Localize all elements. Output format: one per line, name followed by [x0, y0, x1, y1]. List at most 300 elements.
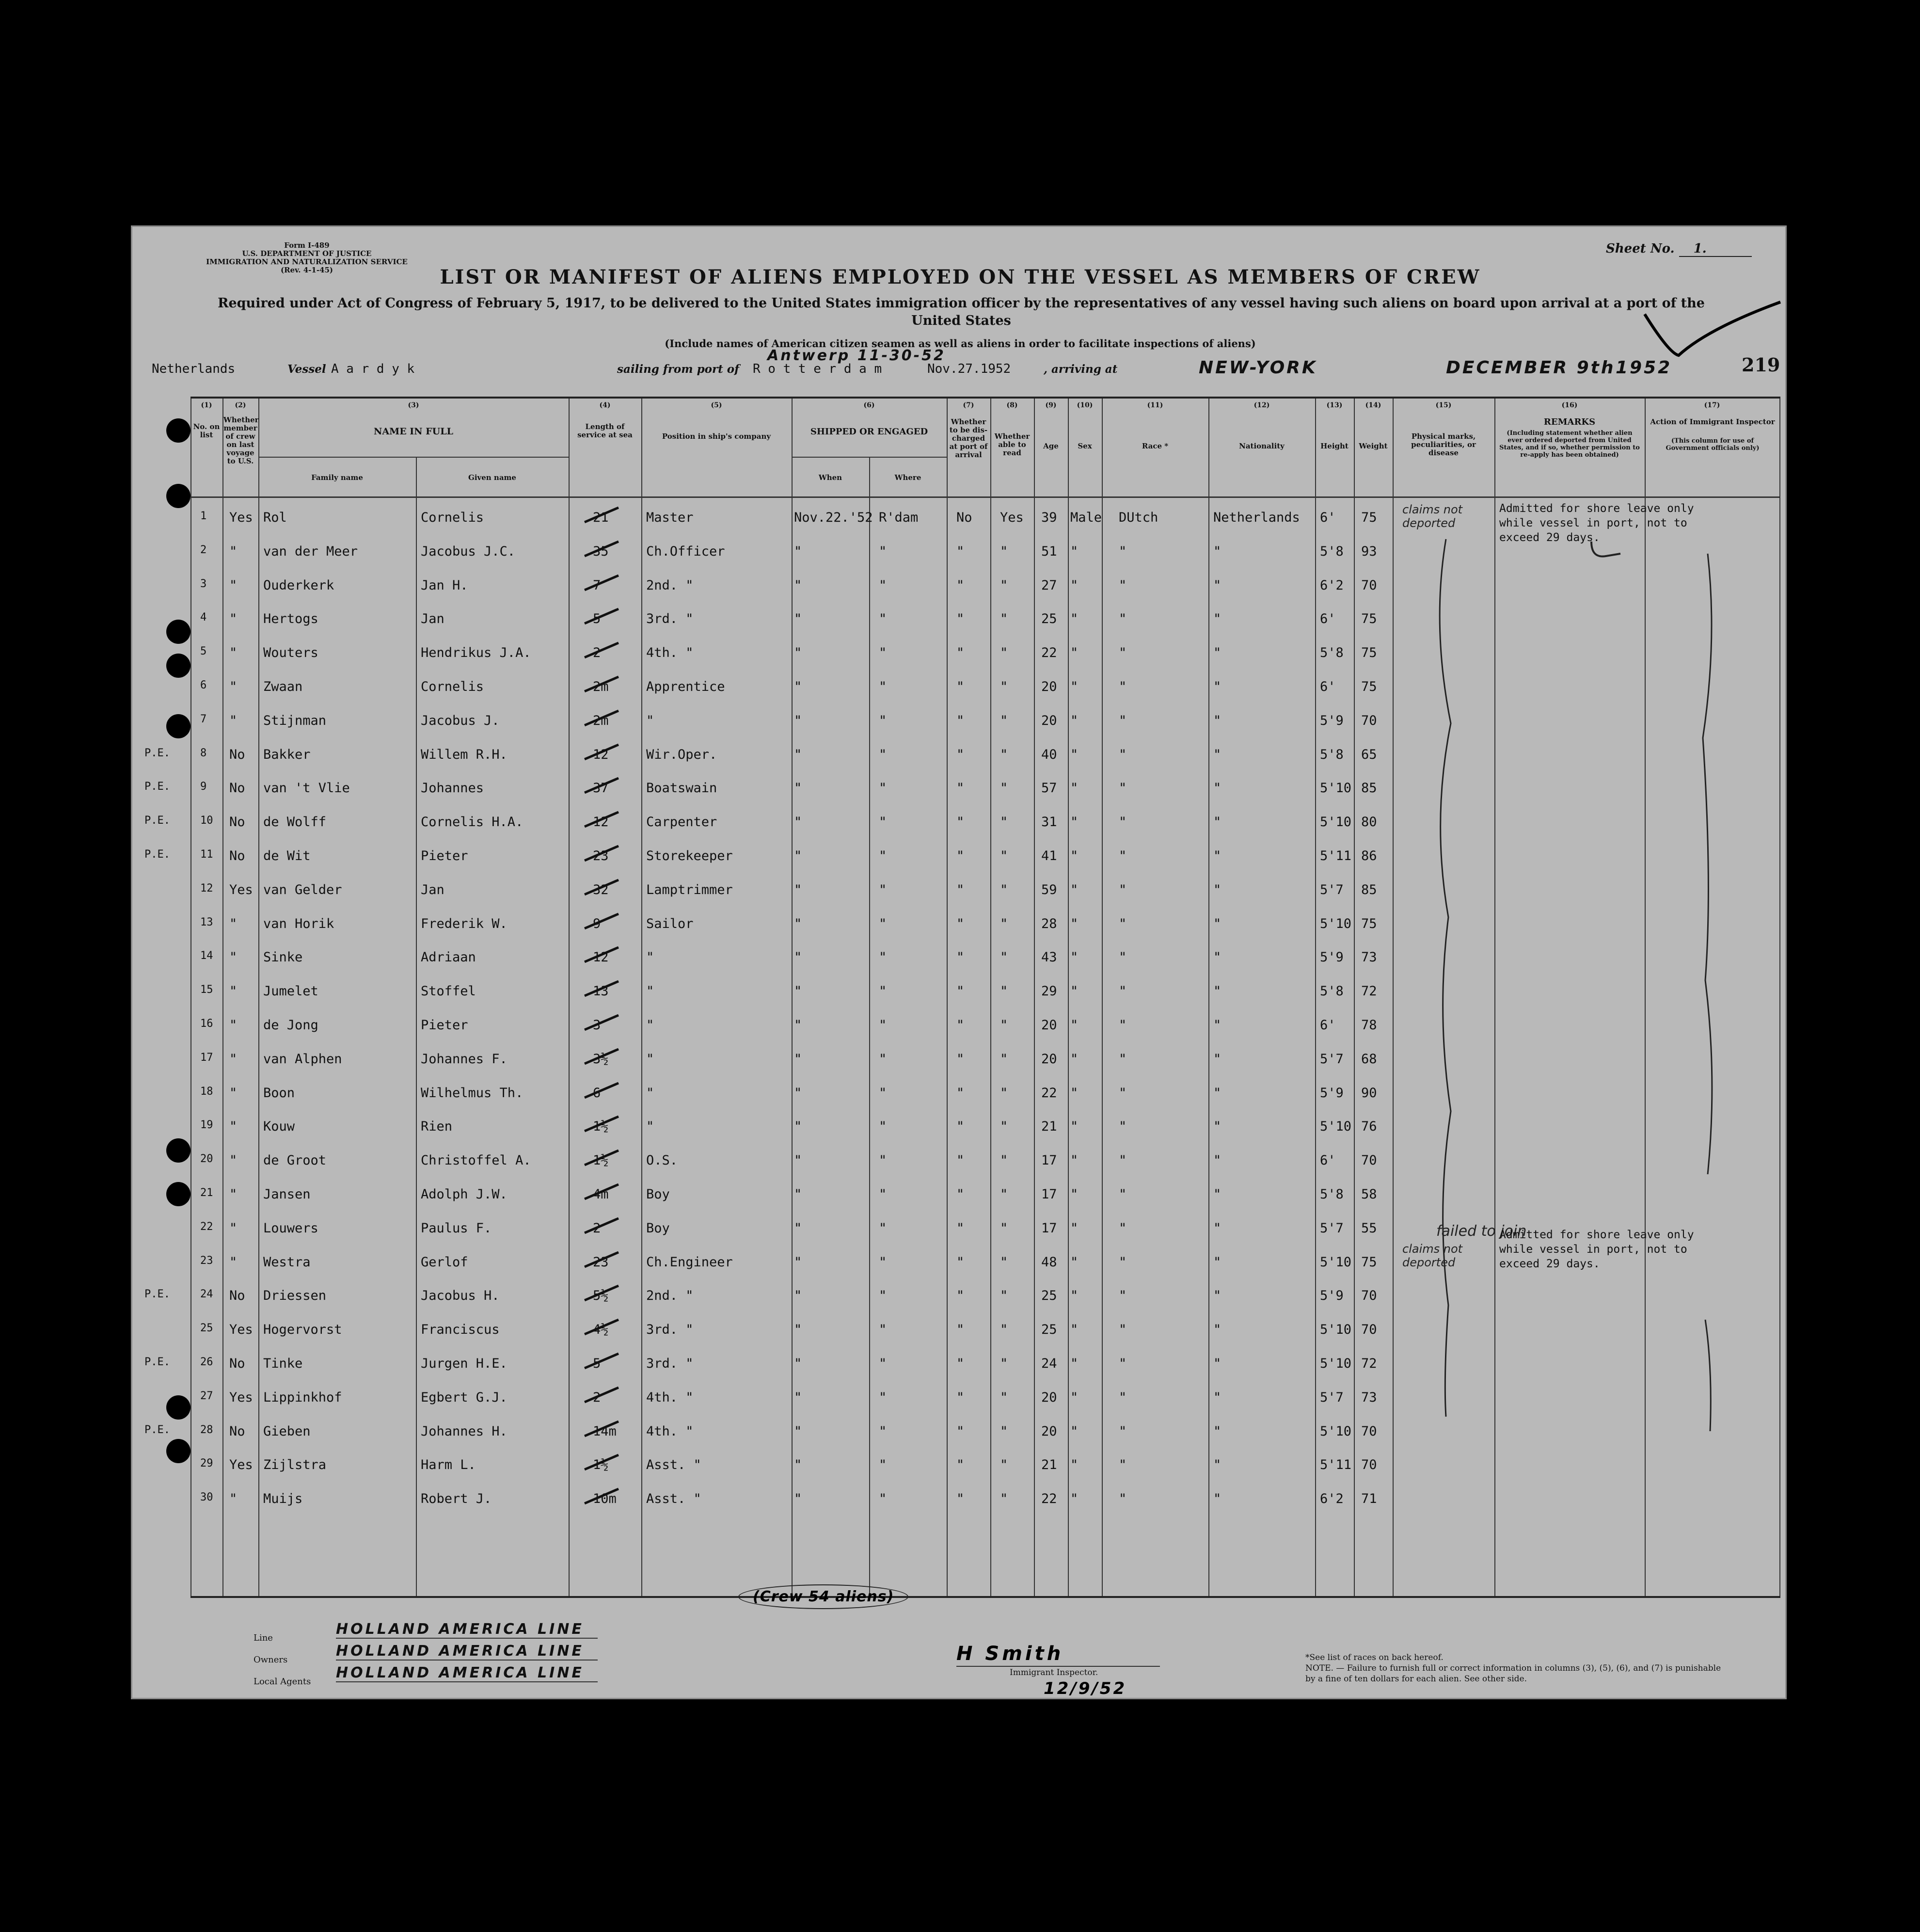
cell-last-voyage: Yes [229, 1322, 253, 1338]
tick-mark-icon [582, 742, 621, 762]
cell-service-length: 6 [593, 1085, 601, 1101]
column-header-last-voyage: Whether member of crew on last voyage to U.S. [223, 415, 259, 465]
cell-family-name: Bakker [263, 747, 311, 762]
sailing-label: sailing from port of [617, 363, 739, 376]
cell-race: " [1119, 1491, 1127, 1507]
cell-age: 39 [1041, 510, 1057, 525]
cell-discharged: " [956, 1356, 965, 1371]
cell-race: " [1119, 645, 1127, 661]
cell-shipped-where: " [879, 1051, 887, 1067]
cell-discharged: " [956, 848, 965, 863]
cell-family-name: Zwaan [263, 679, 303, 694]
cell-discharged: " [956, 645, 965, 661]
cell-given-name: Jacobus J. [421, 713, 500, 728]
cell-age: 40 [1041, 747, 1057, 762]
cell-discharged: " [956, 611, 965, 627]
cell-family-name: de Wolff [263, 814, 327, 830]
cell-shipped-where: " [879, 814, 887, 830]
cell-shipped-when: " [794, 848, 802, 863]
cell-given-name: Cornelis [421, 510, 484, 525]
column-header-name: NAME IN FULL [374, 426, 453, 437]
cell-service-length: 35 [593, 543, 609, 559]
cell-row-number: 8 [200, 747, 207, 759]
column-number: (10) [1077, 401, 1093, 409]
cell-nationality: " [1213, 1018, 1222, 1033]
cell-weight: 71 [1361, 1491, 1377, 1507]
cell-height: 5'8 [1320, 747, 1344, 762]
tick-mark-icon [582, 1317, 621, 1337]
column-number: (7) [963, 401, 974, 409]
column-header-nationality: Nationality [1239, 442, 1285, 450]
table-row [190, 1449, 1780, 1482]
table-row [190, 671, 1780, 703]
column-header-physical-marks: Physical marks, peculiarities, or disease [1411, 432, 1476, 457]
cell-row-number: 15 [200, 984, 213, 996]
table-row [144, 840, 1780, 873]
column-header-read: Whether able to read [994, 432, 1030, 457]
cell-position: Asst. " [646, 1491, 701, 1507]
cell-sex: " [1070, 1322, 1079, 1338]
cell-last-voyage: No [229, 781, 245, 796]
column-header-discharged: Whether to be dis-charged at port of arrival [949, 417, 988, 459]
cell-weight: 68 [1361, 1051, 1377, 1067]
cell-service-length: 5 [593, 611, 601, 627]
cell-sex: " [1070, 1220, 1079, 1236]
cell-age: 59 [1041, 882, 1057, 897]
cell-weight: 75 [1361, 510, 1377, 525]
tick-mark-icon [582, 505, 621, 525]
cell-row-number: 5 [200, 645, 207, 658]
cell-given-name: Johannes [421, 781, 484, 796]
tick-mark-icon [582, 1148, 621, 1167]
cell-sex: " [1070, 679, 1079, 694]
cell-shipped-when: " [794, 1119, 802, 1134]
cell-race: " [1119, 1254, 1127, 1270]
cell-age: 48 [1041, 1254, 1057, 1270]
manifest-note: (Include names of American citizen seamen as well as aliens in order to facilitate inspections of aliens) [665, 337, 1256, 350]
column-number: (3) [408, 401, 419, 409]
cell-family-name: van Horik [263, 916, 334, 931]
cell-row-number: 14 [200, 950, 213, 962]
cell-nationality: " [1213, 1288, 1222, 1304]
cell-nationality: " [1213, 848, 1222, 863]
cell-discharged: " [956, 679, 965, 694]
cell-service-length: 2m [593, 713, 609, 728]
inspector-signature: H Smith [956, 1643, 1064, 1665]
departure-port: R o t t e r d a m [753, 362, 882, 376]
cell-height: 5'9 [1320, 1288, 1344, 1304]
cell-shipped-where: " [879, 747, 887, 762]
cell-family-name: Driessen [263, 1288, 327, 1304]
cell-shipped-when: " [794, 916, 802, 931]
cell-shipped-where: " [879, 1457, 887, 1473]
cell-age: 28 [1041, 916, 1057, 931]
table-row [144, 1347, 1780, 1380]
table-row [190, 569, 1780, 602]
cell-nationality: " [1213, 1254, 1222, 1270]
cell-row-number: 13 [200, 916, 213, 928]
cell-weight: 76 [1361, 1119, 1377, 1134]
cell-weight: 70 [1361, 713, 1377, 728]
cell-sex: " [1070, 1356, 1079, 1371]
cell-last-voyage: No [229, 1356, 245, 1371]
column-number: (8) [1006, 401, 1018, 409]
tick-mark-icon [582, 1419, 621, 1438]
cell-given-name: Christoffel A. [421, 1153, 531, 1168]
cell-weight: 70 [1361, 1322, 1377, 1338]
cell-age: 20 [1041, 713, 1057, 728]
cell-nationality: " [1213, 1220, 1222, 1236]
cell-shipped-when: " [794, 645, 802, 661]
cell-last-voyage: " [229, 916, 238, 931]
punch-hole-mark [166, 484, 190, 508]
cell-last-voyage: " [229, 1153, 238, 1168]
cell-service-length: 5 [593, 1356, 601, 1371]
tick-mark-icon [582, 810, 621, 829]
cell-able-to-read: " [1000, 713, 1008, 728]
cell-last-voyage: " [229, 645, 238, 661]
cell-race: " [1119, 747, 1127, 762]
cell-position: Storekeeper [646, 848, 733, 863]
cell-shipped-when: " [794, 713, 802, 728]
cell-last-voyage: " [229, 1187, 238, 1202]
cell-family-name: Muijs [263, 1491, 303, 1507]
cell-position: Boy [646, 1187, 670, 1202]
cell-position: " [646, 713, 654, 728]
cell-row-number: 20 [200, 1153, 213, 1166]
cell-service-length: 13 [593, 984, 609, 999]
cell-service-length: 23 [593, 848, 609, 863]
cell-discharged: " [956, 1119, 965, 1134]
cell-family-name: Louwers [263, 1220, 318, 1236]
cell-given-name: Pieter [421, 1018, 468, 1033]
cell-given-name: Egbert G.J. [421, 1389, 508, 1405]
cell-weight: 75 [1361, 611, 1377, 627]
manifest-footer [132, 1588, 1788, 1698]
cell-weight: 86 [1361, 848, 1377, 863]
cell-sex: Male [1070, 510, 1102, 525]
cell-given-name: Gerlof [421, 1254, 468, 1270]
cell-shipped-where: " [879, 1220, 887, 1236]
cell-service-length: 37 [593, 781, 609, 796]
cell-pe-mark: P.E. [144, 1423, 170, 1436]
cell-shipped-when: " [794, 781, 802, 796]
cell-position: 4th. " [646, 645, 694, 661]
cell-sex: " [1070, 1288, 1079, 1304]
tick-mark-icon [582, 1216, 621, 1235]
cell-race: " [1119, 1220, 1127, 1236]
cell-position: Sailor [646, 916, 694, 931]
cell-given-name: Frederik W. [421, 916, 508, 931]
cell-row-number: 4 [200, 611, 207, 624]
cell-last-voyage: " [229, 1051, 238, 1067]
column-number: (9) [1045, 401, 1057, 409]
cell-age: 22 [1041, 1085, 1057, 1101]
cell-weight: 65 [1361, 747, 1377, 762]
cell-sex: " [1070, 645, 1079, 661]
arrival-year: 1952 [1616, 358, 1672, 378]
footer-line-label: Line [254, 1633, 273, 1643]
cell-able-to-read: " [1000, 1457, 1008, 1473]
column-header-given-name: Given name [468, 473, 516, 482]
cell-position: 3rd. " [646, 611, 694, 627]
cell-given-name: Harm L. [421, 1457, 476, 1473]
table-row [190, 1313, 1780, 1346]
footer-owners-value: HOLLAND AMERICA LINE [336, 1643, 598, 1661]
column-number: (2) [235, 401, 246, 409]
cell-last-voyage: " [229, 984, 238, 999]
footer-race-note: *See list of races on back hereof. [1305, 1653, 1444, 1662]
cell-row-number: 22 [200, 1220, 213, 1233]
cell-age: 22 [1041, 645, 1057, 661]
cell-able-to-read: " [1000, 1356, 1008, 1371]
cell-family-name: de Groot [263, 1153, 327, 1168]
cell-sex: " [1070, 1085, 1079, 1101]
arrival-port: NEW-YORK [1199, 358, 1317, 378]
cell-nationality: " [1213, 1051, 1222, 1067]
table-row [144, 1415, 1780, 1448]
cell-row-number: 3 [200, 577, 207, 590]
cell-given-name: Adriaan [421, 950, 476, 965]
cell-height: 5'10 [1320, 1356, 1352, 1371]
cell-weight: 70 [1361, 577, 1377, 593]
table-row [190, 908, 1780, 941]
cell-position: " [646, 984, 654, 999]
arriving-label: , arriving at [1044, 363, 1118, 376]
column-header-shipped: SHIPPED OR ENGAGED [810, 427, 928, 437]
cell-given-name: Jan H. [421, 577, 468, 593]
cell-sex: " [1070, 984, 1079, 999]
cell-shipped-where: " [879, 1018, 887, 1033]
table-row [190, 603, 1780, 636]
cell-given-name: Jacobus J.C. [421, 543, 516, 559]
cell-last-voyage: " [229, 679, 238, 694]
cell-sex: " [1070, 1389, 1079, 1405]
cell-shipped-where: R'dam [879, 510, 919, 525]
cell-nationality: " [1213, 1187, 1222, 1202]
cell-nationality: " [1213, 950, 1222, 965]
cell-weight: 72 [1361, 984, 1377, 999]
punch-hole-mark [166, 418, 190, 443]
cell-discharged: " [956, 1491, 965, 1507]
cell-race: " [1119, 679, 1127, 694]
handwritten-claims-note: claims not deported [1402, 1242, 1463, 1269]
cell-given-name: Wilhelmus Th. [421, 1085, 524, 1101]
footer-agents-label: Local Agents [254, 1677, 311, 1687]
cell-given-name: Paulus F. [421, 1220, 492, 1236]
cell-service-length: 2 [593, 645, 601, 661]
cell-nationality: " [1213, 984, 1222, 999]
cell-height: 5'10 [1320, 781, 1352, 796]
crew-count-note: (Crew 54 aliens) [738, 1584, 908, 1609]
cell-position: Master [646, 510, 694, 525]
cell-row-number: 24 [200, 1288, 213, 1301]
cell-shipped-when: " [794, 950, 802, 965]
column-header-service: Length of service at sea [577, 422, 633, 439]
cell-height: 5'8 [1320, 1187, 1344, 1202]
cell-able-to-read: " [1000, 543, 1008, 559]
cell-able-to-read: " [1000, 1423, 1008, 1439]
cell-weight: 78 [1361, 1018, 1377, 1033]
cell-row-number: 19 [200, 1119, 213, 1132]
column-header-remarks: REMARKS [1543, 417, 1596, 427]
cell-row-number: 17 [200, 1051, 213, 1064]
cell-pe-mark: P.E. [144, 1288, 170, 1301]
cell-sex: " [1070, 1119, 1079, 1134]
cell-shipped-when: " [794, 1051, 802, 1067]
cell-age: 20 [1041, 679, 1057, 694]
cell-weight: 73 [1361, 1389, 1377, 1405]
cell-discharged: " [956, 1423, 965, 1439]
form-department: U.S. DEPARTMENT OF JUSTICE [242, 249, 372, 258]
manifest-subtitle: Required under Act of Congress of February 5, 1917, to be delivered to the United States immigration officer by the representatives of any vessel having such aliens on board upon arrival at a port of the United States [218, 296, 1705, 328]
cell-service-length: 7 [593, 577, 601, 593]
cell-position: 2nd. " [646, 577, 694, 593]
cell-given-name: Adolph J.W. [421, 1187, 508, 1202]
tick-mark-icon [582, 1114, 621, 1134]
cell-age: 17 [1041, 1187, 1057, 1202]
cell-last-voyage: " [229, 1085, 238, 1101]
cell-family-name: de Wit [263, 848, 311, 863]
cell-race: " [1119, 1187, 1127, 1202]
column-header-sex: Sex [1078, 442, 1092, 450]
cell-row-number: 18 [200, 1085, 213, 1098]
punch-hole-mark [166, 654, 190, 678]
handwritten-bracket-line [1683, 544, 1732, 1441]
cell-age: 20 [1041, 1051, 1057, 1067]
cell-able-to-read: Yes [1000, 510, 1024, 525]
table-row [190, 637, 1780, 670]
cell-height: 5'7 [1320, 1220, 1344, 1236]
table-row [190, 1110, 1780, 1143]
cell-shipped-where: " [879, 1085, 887, 1101]
cell-race: " [1119, 1051, 1127, 1067]
departure-date: Nov.27.1952 [927, 362, 1011, 376]
cell-height: 5'7 [1320, 1051, 1344, 1067]
cell-nationality: " [1213, 1356, 1222, 1371]
cell-discharged: " [956, 577, 965, 593]
cell-weight: 75 [1361, 645, 1377, 661]
sheet-number-value: 1. [1679, 241, 1752, 257]
column-header-inspector-action: Action of Immigrant Inspector [1650, 417, 1775, 426]
cell-last-voyage: Yes [229, 510, 253, 525]
cell-nationality: " [1213, 1423, 1222, 1439]
cell-able-to-read: " [1000, 1288, 1008, 1304]
arrival-date: DECEMBER 9th [1446, 358, 1616, 378]
cell-shipped-where: " [879, 1254, 887, 1270]
column-number: (4) [599, 401, 611, 409]
column-number: (15) [1435, 401, 1452, 409]
cell-nationality: " [1213, 679, 1222, 694]
cell-discharged: " [956, 1389, 965, 1405]
cell-given-name: Franciscus [421, 1322, 500, 1338]
cell-service-length: 12 [593, 950, 609, 965]
cell-shipped-where: " [879, 1153, 887, 1168]
cell-shipped-where: " [879, 713, 887, 728]
cell-age: 17 [1041, 1153, 1057, 1168]
cell-nationality: " [1213, 713, 1222, 728]
column-header-race: Race * [1142, 442, 1169, 450]
table-row [190, 941, 1780, 974]
cell-service-length: 4m [593, 1187, 609, 1202]
cell-row-number: 10 [200, 814, 213, 827]
cell-age: 43 [1041, 950, 1057, 965]
cell-nationality: " [1213, 611, 1222, 627]
cell-able-to-read: " [1000, 611, 1008, 627]
cell-last-voyage: " [229, 1220, 238, 1236]
form-service: IMMIGRATION AND NATURALIZATION SERVICE [206, 257, 408, 266]
cell-row-number: 1 [200, 510, 207, 522]
cell-last-voyage: No [229, 1288, 245, 1304]
cell-weight: 75 [1361, 916, 1377, 931]
cell-height: 6' [1320, 510, 1336, 525]
cell-row-number: 30 [200, 1491, 213, 1504]
cell-shipped-when: " [794, 1288, 802, 1304]
cell-family-name: Sinke [263, 950, 303, 965]
cell-race: " [1119, 916, 1127, 931]
cell-race: " [1119, 1085, 1127, 1101]
cell-discharged: " [956, 1187, 965, 1202]
cell-last-voyage: No [229, 848, 245, 863]
cell-last-voyage: " [229, 1119, 238, 1134]
cell-age: 22 [1041, 1491, 1057, 1507]
form-revision: (Rev. 4-1-45) [280, 266, 333, 274]
cell-service-length: 12 [593, 814, 609, 830]
cell-service-length: 2 [593, 1220, 601, 1236]
cell-position: " [646, 1119, 654, 1134]
cell-sex: " [1070, 1051, 1079, 1067]
tick-mark-icon [582, 878, 621, 897]
cell-race: " [1119, 1288, 1127, 1304]
cell-position: Ch.Officer [646, 543, 725, 559]
cell-height: 5'10 [1320, 916, 1352, 931]
cell-service-length: 12 [593, 747, 609, 762]
cell-service-length: 2 [593, 1389, 601, 1405]
cell-sex: " [1070, 950, 1079, 965]
cell-weight: 70 [1361, 1288, 1377, 1304]
cell-shipped-when: " [794, 577, 802, 593]
cell-shipped-where: " [879, 1389, 887, 1405]
cell-height: 6' [1320, 1018, 1336, 1033]
cell-given-name: Jurgen H.E. [421, 1356, 508, 1371]
cell-shipped-where: " [879, 950, 887, 965]
column-number: (17) [1704, 401, 1720, 409]
punch-hole-mark [166, 1439, 190, 1463]
cell-able-to-read: " [1000, 1051, 1008, 1067]
cell-family-name: Lippinkhof [263, 1389, 342, 1405]
cell-age: 29 [1041, 984, 1057, 999]
cell-row-number: 12 [200, 882, 213, 894]
cell-shipped-when: " [794, 1187, 802, 1202]
cell-age: 57 [1041, 781, 1057, 796]
cell-last-voyage: " [229, 713, 238, 728]
cell-discharged: " [956, 1220, 965, 1236]
footer-penalty-note: NOTE. — Failure to furnish full or correct information in columns (3), (5), (6), and (7) is punishable by a fine of ten dollars for each alien. See other side. [1305, 1663, 1721, 1684]
cell-discharged: " [956, 1051, 965, 1067]
cell-sex: " [1070, 1254, 1079, 1270]
cell-family-name: Boon [263, 1085, 295, 1101]
cell-shipped-where: " [879, 611, 887, 627]
tick-mark-icon [582, 1351, 621, 1371]
cell-shipped-where: " [879, 1288, 887, 1304]
footer-line-value: HOLLAND AMERICA LINE [336, 1621, 598, 1639]
column-header-position: Position in ship's company [662, 432, 771, 441]
cell-able-to-read: " [1000, 781, 1008, 796]
footer-agents-value: HOLLAND AMERICA LINE [336, 1664, 598, 1682]
cell-shipped-when: " [794, 1018, 802, 1033]
table-row [144, 772, 1780, 805]
cell-family-name: van 't Vlie [263, 781, 350, 796]
